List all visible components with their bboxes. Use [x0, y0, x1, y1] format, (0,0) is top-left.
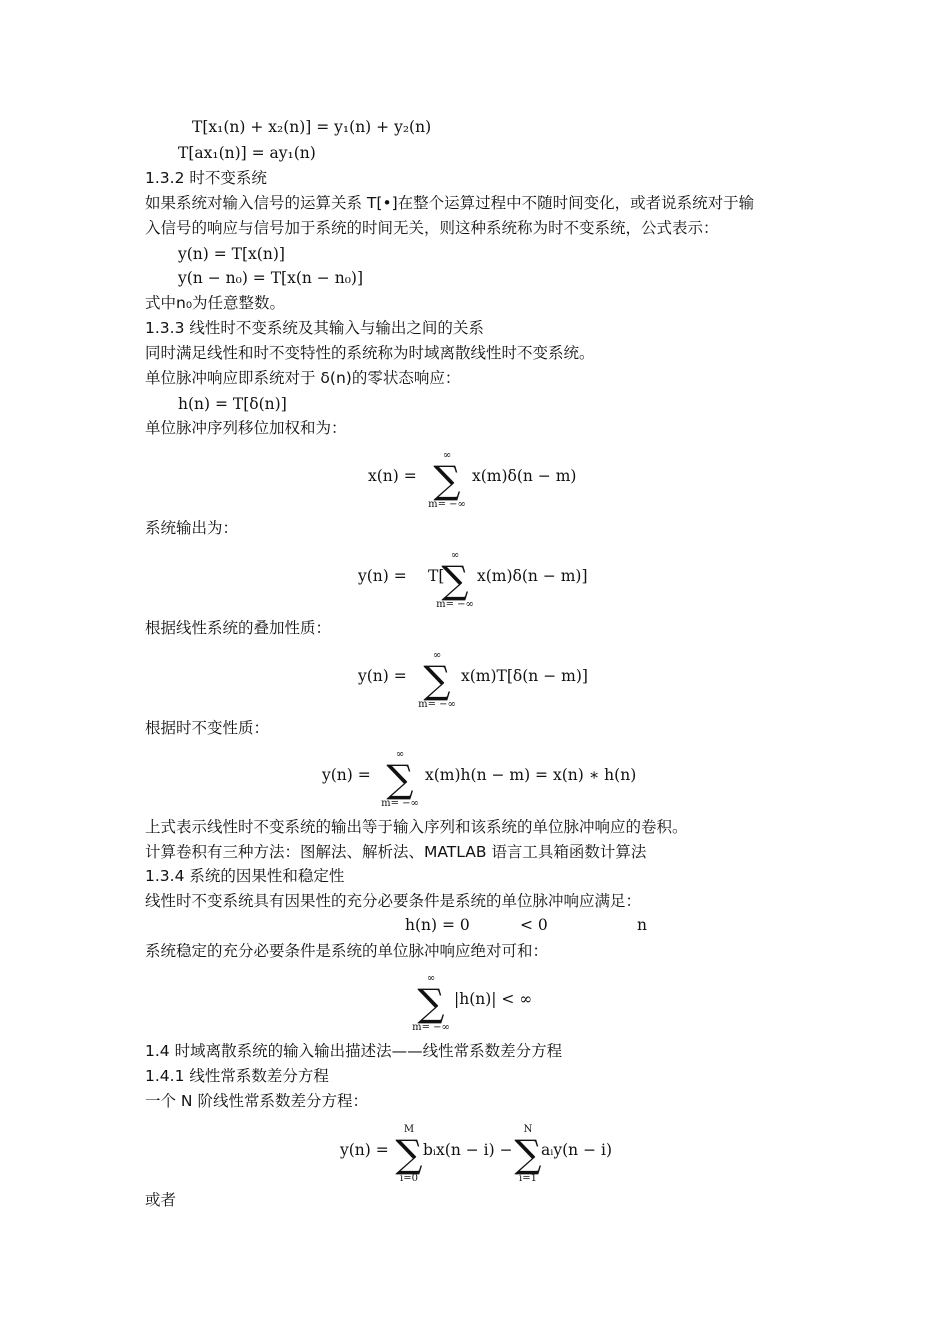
eq-y3-lhs: y(n) =: [322, 766, 371, 784]
eq-y1-rhs: x(m)δ(n − m)]: [477, 567, 588, 585]
eq-x-lhs: x(n) =: [368, 467, 417, 485]
heading-1-3-4: 1.3.4 系统的因果性和稳定性: [145, 867, 345, 885]
sum-lower-limit-i1: i=1: [519, 1173, 537, 1184]
paragraph-time-invariance: 根据时不变性质：: [145, 719, 270, 737]
sigma-symbol: ∑: [423, 658, 451, 702]
eq-y1-T: T[: [428, 567, 445, 585]
paragraph-n0: 式中n₀为任意整数。: [145, 294, 286, 312]
sum-upper-limit-N: N: [523, 1124, 533, 1135]
paragraph-stability: 系统稳定的充分必要条件是系统的单位脉冲响应绝对可和：: [145, 942, 549, 960]
paragraph-methods: 计算卷积有三种方法：图解法、解析法、MATLAB 语言工具箱函数计算法: [145, 843, 647, 861]
sigma-symbol: ∑: [386, 757, 414, 801]
sum-lower-limit: m= −∞: [381, 798, 419, 809]
paragraph-time-invariant-a: 如果系统对输入信号的运算关系 T[•]在整个运算过程中不随时间变化，或者说系统对于输: [145, 194, 755, 212]
eq-causal-condition: < 0: [520, 916, 548, 934]
sum-lower-limit-i0: i=0: [400, 1173, 418, 1184]
summation-y3: [381, 749, 419, 809]
heading-1-3-2: 1.3.2 时不变系统: [145, 169, 267, 187]
sum-upper-limit-M: M: [403, 1124, 415, 1135]
eq-time-invariant-1: y(n) = T[x(n)]: [178, 245, 285, 263]
eq-y2-rhs: x(m)T[δ(n − m)]: [461, 667, 588, 685]
sigma-symbol: ∑: [395, 1132, 423, 1176]
eq-causal-lhs: h(n) = 0: [405, 916, 470, 934]
sum-lower-limit: m= −∞: [428, 499, 466, 510]
summation-y1: [436, 550, 474, 610]
sigma-symbol: ∑: [441, 558, 469, 602]
sum-lower-limit: m= −∞: [418, 699, 456, 710]
sigma-symbol: ∑: [417, 981, 445, 1025]
sum-upper-limit: ∞: [442, 450, 452, 461]
paragraph-difference-equation: 一个 N 阶线性常系数差分方程：: [145, 1092, 368, 1110]
paragraph-output: 系统输出为：: [145, 519, 239, 537]
paragraph-convolution: 上式表示线性时不变系统的输出等于输入序列和该系统的单位脉冲响应的卷积。: [145, 818, 688, 836]
summation-stable: [412, 973, 450, 1033]
sum-upper-limit: ∞: [432, 650, 442, 661]
eq-y2-lhs: y(n) =: [358, 667, 407, 685]
sigma-symbol: ∑: [433, 458, 461, 502]
sigma-symbol: ∑: [514, 1132, 542, 1176]
eq-x-rhs: x(m)δ(n − m): [472, 467, 577, 485]
paragraph-superposition: 根据线性系统的叠加性质：: [145, 619, 332, 637]
paragraph-lti-definition: 同时满足线性和时不变特性的系统称为时域离散线性时不变系统。: [145, 344, 595, 362]
eq-causal-n: n: [637, 916, 647, 934]
eq-linear-scaling: T[ax₁(n)] = ay₁(n): [178, 144, 316, 162]
heading-1-4-1: 1.4.1 线性常系数差分方程: [145, 1067, 329, 1085]
eq-diff-lhs: y(n) =: [340, 1141, 389, 1159]
eq-linear-superposition: T[x₁(n) + x₂(n)] = y₁(n) + y₂(n): [192, 118, 432, 136]
paragraph-impulse-response: 单位脉冲响应即系统对于 δ(n)的零状态响应：: [145, 369, 461, 387]
summation-y2: [418, 650, 456, 710]
paragraph-causality: 线性时不变系统具有因果性的充分必要条件是系统的单位脉冲响应满足：: [145, 892, 642, 910]
eq-diff-mid: bᵢx(n − i) −: [423, 1141, 513, 1159]
eq-time-invariant-2: y(n − n₀) = T[x(n − n₀)]: [178, 269, 364, 287]
heading-1-4: 1.4 时域离散系统的输入输出描述法——线性常系数差分方程: [145, 1042, 563, 1060]
eq-diff-rhs: aᵢy(n − i): [541, 1141, 612, 1159]
summation-x: [428, 450, 466, 510]
eq-impulse-response: h(n) = T[δ(n)]: [178, 395, 287, 413]
sum-lower-limit: m= −∞: [412, 1022, 450, 1033]
paragraph-shifted-sum: 单位脉冲序列移位加权和为：: [145, 419, 347, 437]
paragraph-or: 或者: [145, 1191, 177, 1209]
paragraph-time-invariant-b: 入信号的响应与信号加于系统的时间无关，则这种系统称为时不变系统，公式表示：: [145, 219, 719, 237]
eq-stable-rhs: |h(n)| < ∞: [454, 990, 533, 1008]
eq-y1-lhs: y(n) =: [358, 567, 407, 585]
sum-upper-limit: ∞: [450, 550, 460, 561]
sum-lower-limit: m= −∞: [436, 599, 474, 610]
sum-upper-limit: ∞: [426, 973, 436, 984]
heading-1-3-3: 1.3.3 线性时不变系统及其输入与输出之间的关系: [145, 319, 484, 337]
eq-y3-rhs: x(m)h(n − m) = x(n) ∗ h(n): [425, 766, 637, 784]
sum-upper-limit: ∞: [395, 749, 405, 760]
